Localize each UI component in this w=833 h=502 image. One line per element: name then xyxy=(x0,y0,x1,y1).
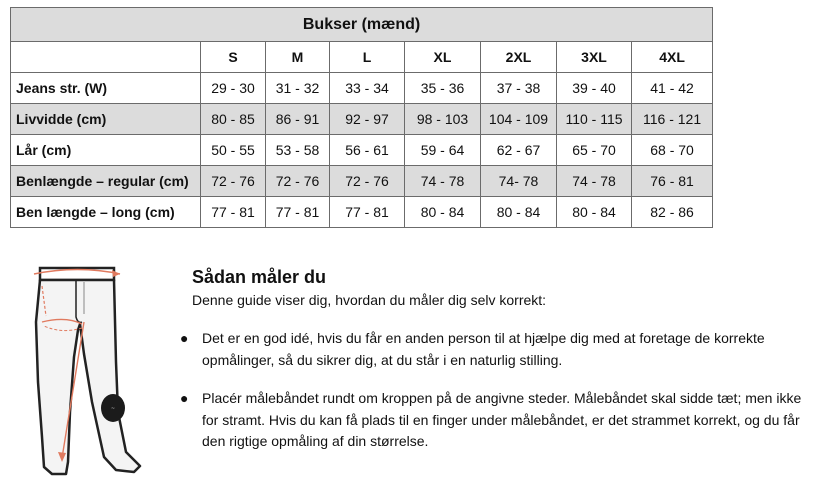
table-cell: 72 - 76 xyxy=(201,166,266,197)
table-cell: 82 - 86 xyxy=(632,197,713,228)
table-cell: 77 - 81 xyxy=(330,197,405,228)
table-title: Bukser (mænd) xyxy=(11,8,713,42)
table-cell: 74 - 78 xyxy=(405,166,481,197)
table-cell: 77 - 81 xyxy=(266,197,330,228)
pants-outline-icon xyxy=(18,262,158,484)
size-header: L xyxy=(330,42,405,73)
bullet-text: Placér målebåndet rundt om kroppen på de angivne steder. Målebåndet skal sidde tæt; men ikke for stramt. Hvis du kan få plads til en finger under målebåndet, er det strammet korrekt, og du får den rigtige opmåling af din størrelse. xyxy=(202,390,802,449)
table-cell: 31 - 32 xyxy=(266,73,330,104)
table-cell: 29 - 30 xyxy=(201,73,266,104)
table-cell: 41 - 42 xyxy=(632,73,713,104)
table-cell: 65 - 70 xyxy=(557,135,632,166)
bullet-icon: ● xyxy=(180,390,189,406)
table-cell: 50 - 55 xyxy=(201,135,266,166)
table-row xyxy=(11,135,713,166)
table-cell: 37 - 38 xyxy=(481,73,557,104)
measurement-guide xyxy=(180,266,812,453)
table-cell: 33 - 34 xyxy=(330,73,405,104)
row-label: Ben længde – long (cm) xyxy=(11,197,201,228)
header-corner xyxy=(11,42,201,73)
table-cell: 76 - 81 xyxy=(632,166,713,197)
size-header: M xyxy=(266,42,330,73)
table-cell: 59 - 64 xyxy=(405,135,481,166)
table-cell: 74 - 78 xyxy=(557,166,632,197)
table-cell: 92 - 97 xyxy=(330,104,405,135)
table-cell: 80 - 84 xyxy=(405,197,481,228)
table-row xyxy=(11,197,713,228)
table-cell: 39 - 40 xyxy=(557,73,632,104)
bullet-text: Det er en god idé, hvis du får en anden person til at hjælpe dig med at foretage de korrekte opmålinger, så du sikrer dig, at du står i en naturlig stilling. xyxy=(202,330,765,368)
table-cell: 53 - 58 xyxy=(266,135,330,166)
bullet-icon: ● xyxy=(180,330,189,346)
guide-bullet-list xyxy=(180,328,812,453)
table-cell: 80 - 85 xyxy=(201,104,266,135)
size-header-row xyxy=(11,42,713,73)
row-label: Lår (cm) xyxy=(11,135,201,166)
table-cell: 72 - 76 xyxy=(330,166,405,197)
list-item xyxy=(180,388,812,453)
table-cell: 72 - 76 xyxy=(266,166,330,197)
table-cell: 68 - 70 xyxy=(632,135,713,166)
table-row xyxy=(11,73,713,104)
size-table xyxy=(10,7,713,228)
table-cell: 77 - 81 xyxy=(201,197,266,228)
table-cell: 80 - 84 xyxy=(481,197,557,228)
pants-measurement-illustration xyxy=(18,262,158,484)
row-label: Benlængde – regular (cm) xyxy=(11,166,201,197)
table-row xyxy=(11,166,713,197)
guide-intro: Denne guide viser dig, hvordan du måler dig selv korrekt: xyxy=(192,292,547,308)
size-header: S xyxy=(201,42,266,73)
table-cell: 62 - 67 xyxy=(481,135,557,166)
table-row xyxy=(11,104,713,135)
table-cell: 80 - 84 xyxy=(557,197,632,228)
guide-title: Sådan måler du xyxy=(192,267,327,287)
row-label: Livvidde (cm) xyxy=(11,104,201,135)
table-cell: 74- 78 xyxy=(481,166,557,197)
table-cell: 56 - 61 xyxy=(330,135,405,166)
table-cell: 35 - 36 xyxy=(405,73,481,104)
table-cell: 98 - 103 xyxy=(405,104,481,135)
svg-text:~: ~ xyxy=(110,406,116,412)
size-header: 2XL xyxy=(481,42,557,73)
size-header: 4XL xyxy=(632,42,713,73)
table-cell: 110 - 115 xyxy=(557,104,632,135)
row-label: Jeans str. (W) xyxy=(11,73,201,104)
size-header: XL xyxy=(405,42,481,73)
table-cell: 104 - 109 xyxy=(481,104,557,135)
table-cell: 86 - 91 xyxy=(266,104,330,135)
table-cell: 116 - 121 xyxy=(632,104,713,135)
list-item xyxy=(180,328,812,371)
size-header: 3XL xyxy=(557,42,632,73)
